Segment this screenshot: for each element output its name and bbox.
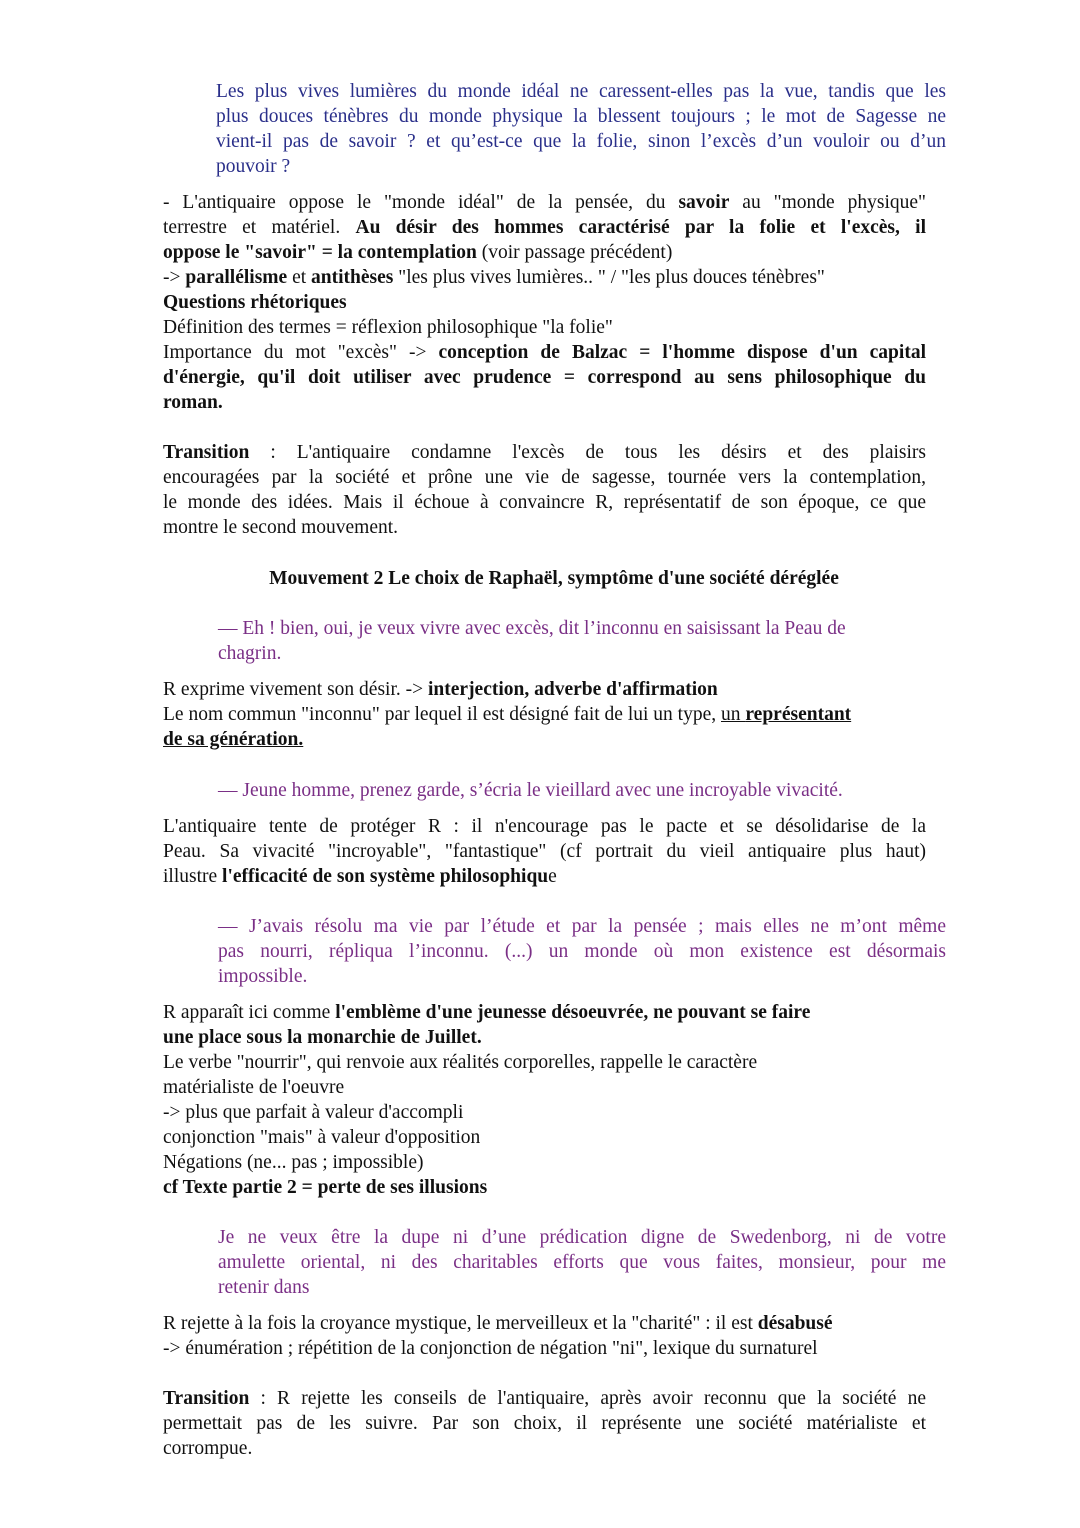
transition-line: encouragées par la société et prône une vie de sagesse, tournée vers la contemplation,	[163, 467, 926, 488]
quote-line: pas nourri, répliqua l’inconnu. (...) un monde où mon existence est désormais	[218, 941, 946, 962]
quote-monde-ideal	[216, 79, 946, 179]
analysis-line: terrestre et matériel. Au désir des hommes caractérisé par la folie et l'excès, il	[163, 217, 926, 238]
transition-1	[163, 440, 926, 540]
analysis-monde-ideal	[163, 190, 926, 415]
analysis-line: -> énumération ; répétition de la conjonction de négation "ni", lexique du surnaturel	[163, 1338, 818, 1359]
quote-line: — J’avais résolu ma vie par l’étude et par la pensée ; mais elles ne m’ont même	[218, 916, 946, 937]
analysis-line: roman.	[163, 392, 223, 413]
quote-line: — Jeune homme, prenez garde, s’écria le vieillard avec une incroyable vivacité.	[218, 780, 843, 801]
analysis-line: de sa génération.	[163, 729, 304, 750]
quote-line: Les plus vives lumières du monde idéal ne caressent-elles pas la vue, tandis que les	[216, 81, 946, 102]
transition-line: permettait pas de les suivre. Par son choix, il représente une société matérialiste et	[163, 1413, 926, 1434]
analysis-line: Le verbe "nourrir", qui renvoie aux réalités corporelles, rappelle le caractère	[163, 1052, 758, 1073]
transition-line: corrompue.	[163, 1438, 253, 1459]
quote-line: chagrin.	[218, 643, 282, 664]
transition-line: Transition : R rejette les conseils de l'antiquaire, après avoir reconnu que la société ne	[163, 1388, 926, 1409]
analysis-line: -> plus que parfait à valeur d'accompli	[163, 1102, 464, 1123]
analysis-line: R rejette à la fois la croyance mystique, le merveilleux et la "charité" : il est désabusé	[163, 1313, 833, 1334]
analysis-line: oppose le "savoir" = la contemplation (voir passage précédent)	[163, 242, 673, 263]
transition-label: Transition	[163, 1388, 250, 1409]
analysis-line: Négations (ne... pas ; impossible)	[163, 1152, 424, 1173]
transition-2	[163, 1386, 926, 1461]
analysis-jeunesse	[163, 1000, 926, 1200]
quote-etude-pensee	[218, 914, 946, 989]
quote-line: amulette oriental, ni des charitables efforts que vous faites, monsieur, pour me	[218, 1252, 946, 1273]
analysis-line: - L'antiquaire oppose le "monde idéal" de la pensée, du savoir au "monde physique"	[163, 192, 926, 213]
analysis-line: -> parallélisme et antithèses "les plus vives lumières.. " / "les plus douces ténèbres"	[163, 267, 825, 288]
transition-line: le monde des idées. Mais il échoue à convaincre R, représentatif de son époque, ce que	[163, 492, 926, 513]
quote-line: retenir dans	[218, 1277, 310, 1298]
quote-jeune-homme	[218, 778, 928, 803]
analysis-desir	[163, 677, 926, 752]
analysis-line: Définition des termes = réflexion philosophique "la folie"	[163, 317, 613, 338]
analysis-antiquaire	[163, 814, 926, 889]
quote-line: plus douces ténèbres du monde physique la blessent toujours ; le mot de Sagesse ne	[216, 106, 946, 127]
analysis-line: cf Texte partie 2 = perte de ses illusions	[163, 1177, 488, 1198]
analysis-line: conjonction "mais" à valeur d'opposition	[163, 1127, 481, 1148]
analysis-line: matérialiste de l'oeuvre	[163, 1077, 345, 1098]
transition-line: Transition : L'antiquaire condamne l'excès de tous les désirs et des plaisirs	[163, 442, 926, 463]
section-heading: Mouvement 2 Le choix de Raphaël, symptôme d'une société déréglée	[269, 568, 839, 589]
quote-line: — Eh ! bien, oui, je veux vivre avec excès, dit l’inconnu en saisissant la Peau de	[218, 618, 846, 639]
analysis-line: R exprime vivement son désir. -> interjection, adverbe d'affirmation	[163, 679, 718, 700]
analysis-line: illustre l'efficacité de son système philosophique	[163, 866, 557, 887]
analysis-line: Peau. Sa vivacité "incroyable", "fantastique" (cf portrait du vieil antiquaire plus haut)	[163, 841, 926, 862]
analysis-line: L'antiquaire tente de protéger R : il n'encourage pas le pacte et se désolidarise de la	[163, 816, 926, 837]
analysis-line: une place sous la monarchie de Juillet.	[163, 1027, 482, 1048]
transition-line: montre le second mouvement.	[163, 517, 399, 538]
quote-line: vient-il pas de savoir ? et qu’est-ce que la folie, sinon l’excès d’un vouloir ou d’un	[216, 131, 946, 152]
quote-swedenborg	[218, 1225, 946, 1300]
analysis-line: Importance du mot "excès" -> conception de Balzac = l'homme dispose d'un capital	[163, 342, 926, 363]
analysis-desabuse	[163, 1311, 926, 1361]
analysis-line: R apparaît ici comme l'emblème d'une jeunesse désoeuvrée, ne pouvant se faire	[163, 1002, 811, 1023]
analysis-line: Questions rhétoriques	[163, 292, 347, 313]
transition-label: Transition	[163, 442, 250, 463]
quote-line: impossible.	[218, 966, 308, 987]
analysis-line: d'énergie, qu'il doit utiliser avec prudence = correspond au sens philosophique du	[163, 367, 926, 388]
quote-line: pouvoir ?	[216, 156, 291, 177]
quote-line: Je ne veux être la dupe ni d’une prédication digne de Swedenborg, ni de votre	[218, 1227, 946, 1248]
analysis-line: Le nom commun "inconnu" par lequel il est désigné fait de lui un type, un représentant	[163, 704, 852, 725]
quote-vivre-avec-exces	[218, 616, 920, 666]
